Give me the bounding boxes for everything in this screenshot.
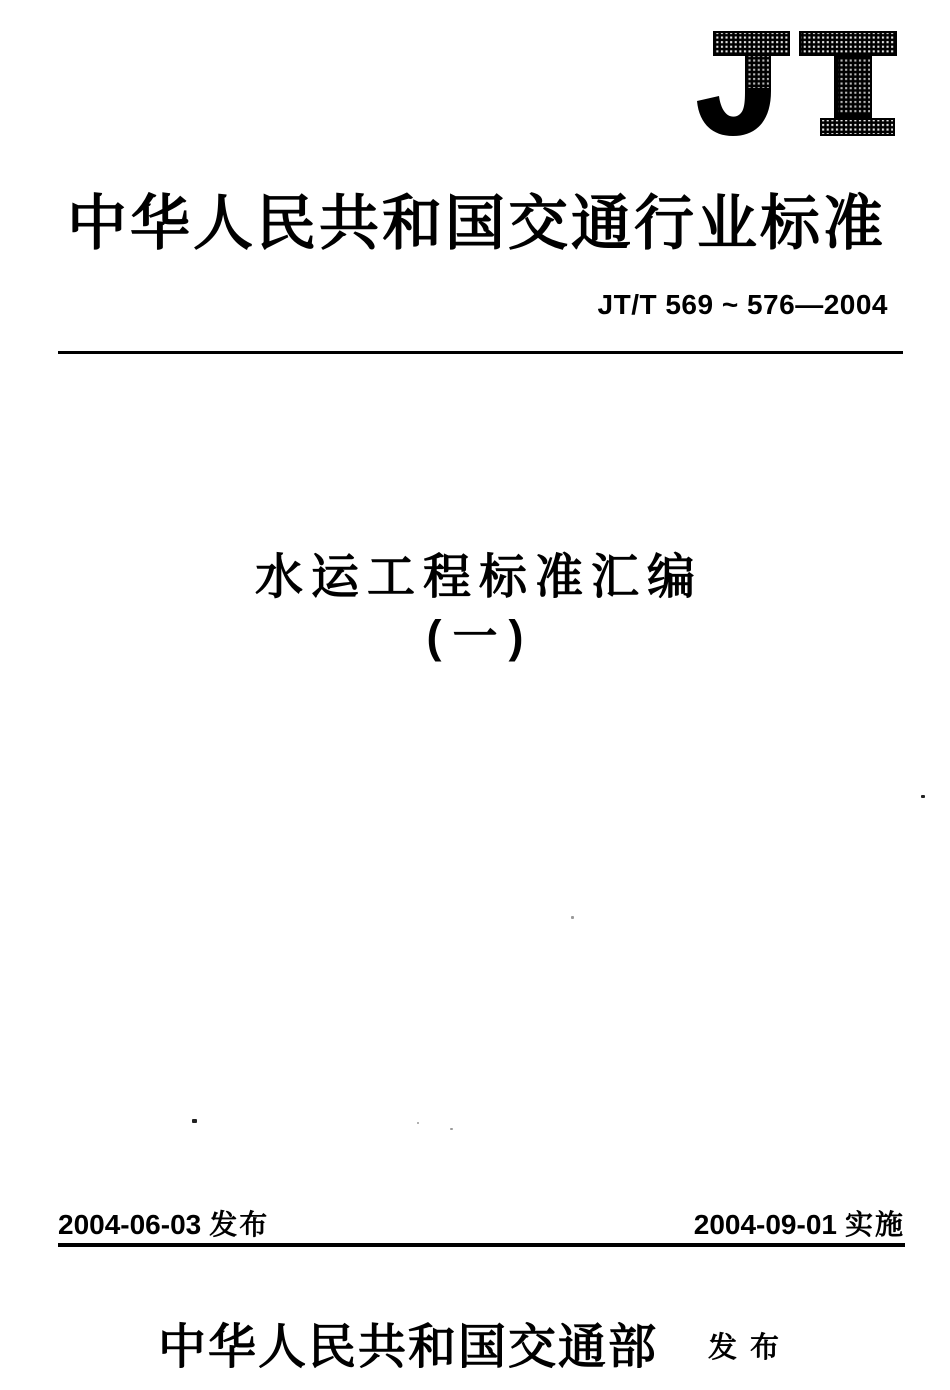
compilation-title: 水运工程标准汇编 — [254, 551, 703, 604]
issue-date — [58, 1203, 269, 1243]
publisher-name: 中华人民共和国交通部 — [157, 1321, 658, 1374]
volume-number: (一) — [426, 611, 535, 662]
dates-row — [58, 1203, 905, 1243]
bottom-rule — [58, 1243, 905, 1247]
scan-speck — [571, 916, 574, 919]
issue-date-label: 发布 — [209, 1209, 270, 1240]
publisher-action-label: 发布 — [708, 1332, 793, 1364]
implementation-date-label: 实施 — [844, 1209, 905, 1240]
jt-logo-graphic — [697, 31, 900, 137]
scan-speck — [417, 1122, 419, 1124]
standard-type-title: 中华人民共和国交通行业标准 — [67, 191, 886, 257]
scan-speck — [921, 795, 925, 798]
top-rule — [58, 351, 903, 354]
implementation-date — [694, 1203, 905, 1243]
publisher-row — [0, 1308, 950, 1377]
scan-speck — [450, 1128, 453, 1130]
scan-speck — [192, 1119, 197, 1123]
jt-logo — [697, 31, 900, 137]
implementation-date-value: 2004-09-01 — [693, 1209, 837, 1240]
standard-number: JT/T 569 ~ 576—2004 — [597, 289, 888, 320]
issue-date-value: 2004-06-03 — [58, 1209, 202, 1240]
